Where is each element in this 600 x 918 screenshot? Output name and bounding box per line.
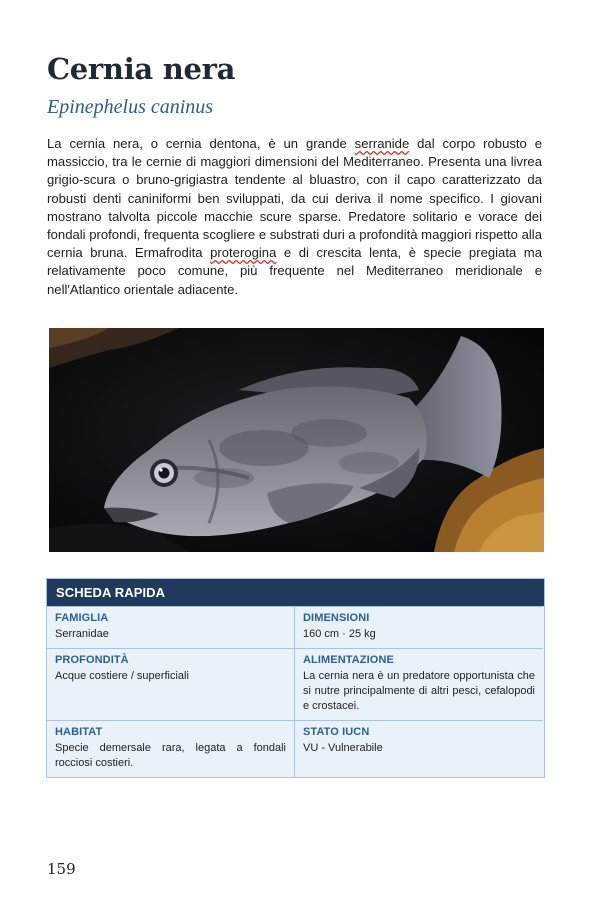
scientific-name: Epinephelus caninus bbox=[47, 96, 214, 118]
page-title: Cernia nera bbox=[47, 52, 236, 86]
description-text: e di crescita lenta, è specie pregiata ma relativamente poco comune, più frequente nel Mediterraneo meridionale e nell'Atlantico orientale adiacente. bbox=[47, 245, 542, 297]
card-header: SCHEDA RAPIDA bbox=[47, 579, 544, 606]
fact-value: 160 cm · 25 kg bbox=[303, 628, 376, 640]
page-number: 159 bbox=[47, 860, 76, 878]
fact-value: Serranidae bbox=[55, 628, 109, 640]
spellcheck-word: proterogina bbox=[210, 245, 277, 261]
fact-value: VU - Vulnerabile bbox=[303, 742, 383, 754]
description-text: La cernia nera, o cernia dentona, è un grande bbox=[47, 136, 355, 151]
fact-value: Specie demersale rara, legata a fondali rocciosi costieri. bbox=[55, 742, 286, 769]
fact-alimentazione bbox=[295, 648, 543, 720]
fact-label: ALIMENTAZIONE bbox=[303, 654, 394, 666]
fact-label: DIMENSIONI bbox=[303, 612, 370, 624]
quick-facts-card bbox=[46, 578, 545, 778]
fact-stato-iucn bbox=[295, 720, 543, 777]
fact-label: PROFONDITÀ bbox=[55, 654, 129, 666]
fact-value: La cernia nera è un predatore opportunista che si nutre principalmente di altri pesci, cefalopodi e crostacei. bbox=[303, 670, 535, 712]
fact-label: FAMIGLIA bbox=[55, 612, 109, 624]
fact-label: HABITAT bbox=[55, 726, 103, 738]
fact-dimensioni bbox=[295, 606, 543, 648]
species-description bbox=[47, 135, 542, 299]
description-text: dal corpo robusto e massiccio, tra le cernie di maggiori dimensioni del Mediterraneo. Presenta una livrea grigio-scura o bruno-grigiastra tendente al bluastro, con il capo caratterizzato da robusti denti caniniformi ben sviluppati, da cui deriva il nome specifico. I giovani mostrano talvolta piccole macchie scure sparse. Predatore solitario e vorace dei fondali profondi, frequenta scogliere e substrati duri a profondità maggiori rispetto alla cernia bruna. Ermafrodita bbox=[47, 136, 543, 261]
fact-habitat bbox=[47, 720, 295, 777]
spellcheck-word: serranide bbox=[354, 136, 410, 151]
fish-photo bbox=[49, 328, 544, 552]
fact-famiglia bbox=[47, 606, 295, 648]
fact-value: Acque costiere / superficiali bbox=[55, 670, 189, 682]
grouper-illustration bbox=[49, 328, 544, 552]
fact-label: STATO IUCN bbox=[303, 726, 370, 738]
fact-profondita bbox=[47, 648, 295, 720]
facts-grid bbox=[47, 606, 544, 777]
